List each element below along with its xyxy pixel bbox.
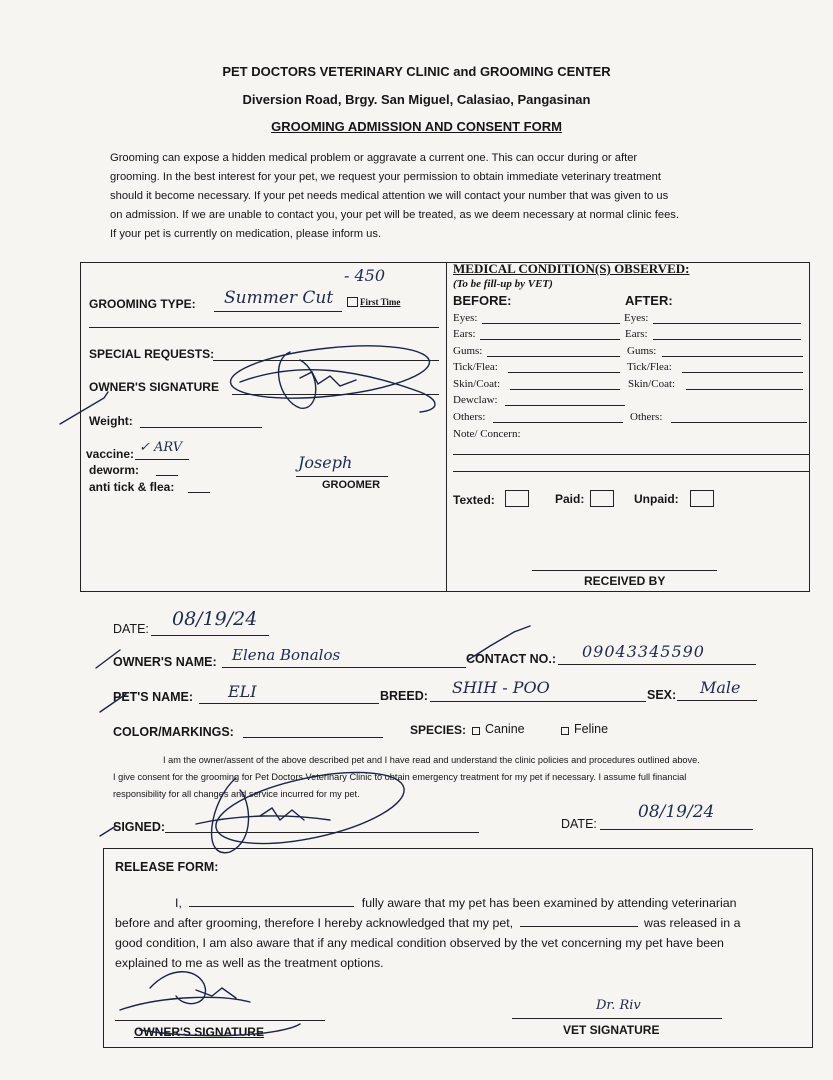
release-owner-sig-line[interactable] [115, 1020, 325, 1021]
after-others-label: Others: [630, 411, 663, 423]
intro-line: grooming. In the best interest for your pet, we request your permission to obtain immediate veterinary treatment [110, 171, 661, 183]
owner-name-line [222, 667, 466, 668]
breed-value[interactable]: SHIH - POO [452, 678, 550, 697]
release-owner-sig-label: OWNER'S SIGNATURE [134, 1025, 264, 1039]
before-ears-label: Ears: [453, 328, 476, 340]
sex-label: SEX: [647, 688, 677, 702]
received-by-label: RECEIVED BY [584, 574, 666, 588]
intro-paragraph [110, 149, 760, 244]
consent-date-value[interactable]: 08/19/24 [638, 802, 715, 822]
vet-sig-label: VET SIGNATURE [563, 1023, 660, 1037]
before-dewclaw-label: Dewclaw: [453, 394, 498, 406]
after-ears-label: Ears: [625, 328, 648, 340]
before-gums-label: Gums: [453, 345, 483, 357]
sex-value[interactable]: Male [700, 678, 741, 697]
consent-date-line [600, 829, 753, 830]
intro-line: should it become necessary. If your pet needs medical attention we will contact your number that was given to us [110, 190, 669, 202]
contact-label: CONTACT NO.: [466, 652, 557, 666]
before-others-line[interactable] [493, 422, 623, 423]
after-eyes-line[interactable] [653, 323, 801, 324]
anti-tick-line[interactable] [188, 492, 210, 493]
canine-label: Canine [485, 722, 525, 736]
before-skin-line[interactable] [510, 389, 620, 390]
signed-line[interactable] [165, 832, 479, 833]
received-by-line[interactable] [532, 570, 717, 571]
release-line-2-text: before and after grooming, therefore I hereby acknowledged that my pet, [115, 916, 514, 930]
price-note: - 450 [344, 266, 386, 285]
release-line-2-end: was released in a [644, 916, 741, 930]
box-divider [446, 262, 447, 592]
sex-line [677, 700, 757, 701]
release-line-1-text: fully aware that my pet has been examined by attending veterinarian [361, 896, 737, 910]
after-label: AFTER: [625, 293, 673, 308]
date-line [151, 635, 269, 636]
before-tick-label: Tick/Flea: [453, 361, 498, 373]
deworm-label: deworm: [89, 463, 140, 477]
groomer-name: Joseph [298, 453, 353, 472]
weight-label: Weight: [89, 414, 133, 428]
feline-label: Feline [574, 722, 609, 736]
pet-name-line [199, 703, 379, 704]
before-dewclaw-line[interactable] [505, 405, 625, 406]
note-label: Note/ Concern: [453, 428, 521, 440]
after-skin-label: Skin/Coat: [628, 378, 676, 390]
special-requests-label: SPECIAL REQUESTS: [89, 347, 215, 361]
signed-label: SIGNED: [113, 820, 166, 834]
medical-title: MEDICAL CONDITION(S) OBSERVED: [453, 261, 690, 276]
unpaid-checkbox[interactable] [690, 490, 714, 507]
paid-checkbox[interactable] [590, 490, 614, 507]
release-title: RELEASE FORM: [115, 860, 219, 874]
first-time-label: First Time [360, 297, 401, 307]
before-gums-line[interactable] [487, 356, 620, 357]
groomer-label: GROOMER [322, 479, 381, 491]
pet-name-label: PET'S NAME: [113, 690, 194, 704]
after-gums-line[interactable] [662, 356, 803, 357]
before-eyes-line[interactable] [482, 323, 620, 324]
clinic-address: Diversion Road, Brgy. San Miguel, Calasiao, Pangasinan [242, 92, 591, 107]
grooming-type-line [214, 311, 342, 312]
owner-signature-line[interactable] [232, 394, 439, 395]
unpaid-label: Unpaid: [634, 492, 679, 506]
before-tick-line[interactable] [508, 372, 620, 373]
texted-label: Texted: [453, 493, 495, 507]
feline-checkbox[interactable] [561, 727, 569, 735]
breed-line [430, 701, 646, 702]
after-others-line[interactable] [671, 422, 807, 423]
vaccine-value[interactable]: ✓ ARV [139, 440, 183, 455]
anti-tick-label: anti tick & flea: [89, 480, 175, 494]
intro-line: on admission. If we are unable to contact you, your pet will be treated, as we deem necessary at normal clinic fees. [110, 209, 679, 221]
after-gums-label: Gums: [627, 345, 657, 357]
deworm-line[interactable] [156, 475, 178, 476]
after-ears-line[interactable] [653, 339, 801, 340]
paid-label: Paid: [555, 492, 585, 506]
owner-name-label: OWNER'S NAME: [113, 655, 217, 669]
grooming-extra-line [89, 327, 439, 328]
color-line[interactable] [243, 737, 383, 738]
after-eyes-label: Eyes: [624, 312, 649, 324]
contact-line [558, 664, 756, 665]
consent-line: responsibility for all changes and service incurred for my pet. [113, 789, 360, 799]
before-others-label: Others: [453, 411, 486, 423]
release-name-blank[interactable] [189, 894, 354, 907]
owner-signature-label: OWNER'S SIGNATURE [89, 380, 219, 394]
release-line-1 [115, 893, 805, 914]
date-value[interactable]: 08/19/24 [172, 608, 258, 630]
after-tick-line[interactable] [682, 372, 803, 373]
canine-checkbox[interactable] [472, 727, 480, 735]
first-time-checkbox[interactable] [347, 297, 358, 307]
intro-line: Grooming can expose a hidden medical problem or aggravate a current one. This can occur during or after [110, 152, 638, 164]
consent-line: I am the owner/assent of the above described pet and I have read and understand the clinic policies and procedures outlined above. [163, 755, 700, 765]
medical-subtitle: (To be fill-up by VET) [453, 278, 553, 290]
contact-value[interactable]: 09043345590 [582, 642, 705, 661]
before-skin-label: Skin/Coat: [453, 378, 501, 390]
vet-name: Dr. Riv [596, 998, 641, 1013]
texted-checkbox[interactable] [505, 490, 529, 507]
groomer-line [296, 476, 388, 477]
pet-name-value[interactable]: ELI [228, 682, 257, 701]
owner-name-value[interactable]: Elena Bonalos [232, 646, 341, 664]
form-title: GROOMING ADMISSION AND CONSENT FORM [271, 119, 562, 134]
breed-label: BREED: [380, 689, 428, 703]
consent-date-label: DATE: [561, 817, 597, 831]
color-label: COLOR/MARKINGS: [113, 725, 234, 739]
vaccine-label: vaccine: [86, 447, 135, 461]
release-pet-blank[interactable] [520, 914, 638, 927]
weight-line[interactable] [140, 427, 262, 428]
clinic-name: PET DOCTORS VETERINARY CLINIC and GROOMING CENTER [222, 64, 611, 79]
intro-line: If your pet is currently on medication, please inform us. [110, 228, 382, 240]
note-line-1[interactable] [453, 454, 809, 455]
release-line-2 [115, 913, 805, 934]
after-skin-line[interactable] [686, 389, 803, 390]
date-label: DATE: [113, 622, 149, 636]
grooming-type-value[interactable]: Summer Cut [224, 288, 334, 308]
grooming-type-label: GROOMING TYPE: [89, 297, 196, 311]
consent-line: I give consent for the grooming for Pet Doctors Veterinary Clinic to obtain emergency treatment for my pet if necessary. I assume full financial [113, 772, 687, 782]
special-requests-line[interactable] [213, 360, 439, 361]
release-line-4: explained to me as well as the treatment options. [115, 956, 384, 970]
vaccine-line [135, 459, 189, 460]
before-eyes-label: Eyes: [453, 312, 478, 324]
vet-sig-line[interactable] [512, 1018, 722, 1019]
release-line-3: good condition, I am also aware that if any medical condition observed by the vet concerning my pet have been [115, 936, 724, 950]
after-tick-label: Tick/Flea: [627, 361, 672, 373]
note-line-2[interactable] [453, 471, 809, 472]
before-ears-line[interactable] [480, 339, 620, 340]
before-label: BEFORE: [453, 293, 512, 308]
release-i: I, [175, 896, 182, 910]
species-label: SPECIES: [410, 723, 467, 737]
